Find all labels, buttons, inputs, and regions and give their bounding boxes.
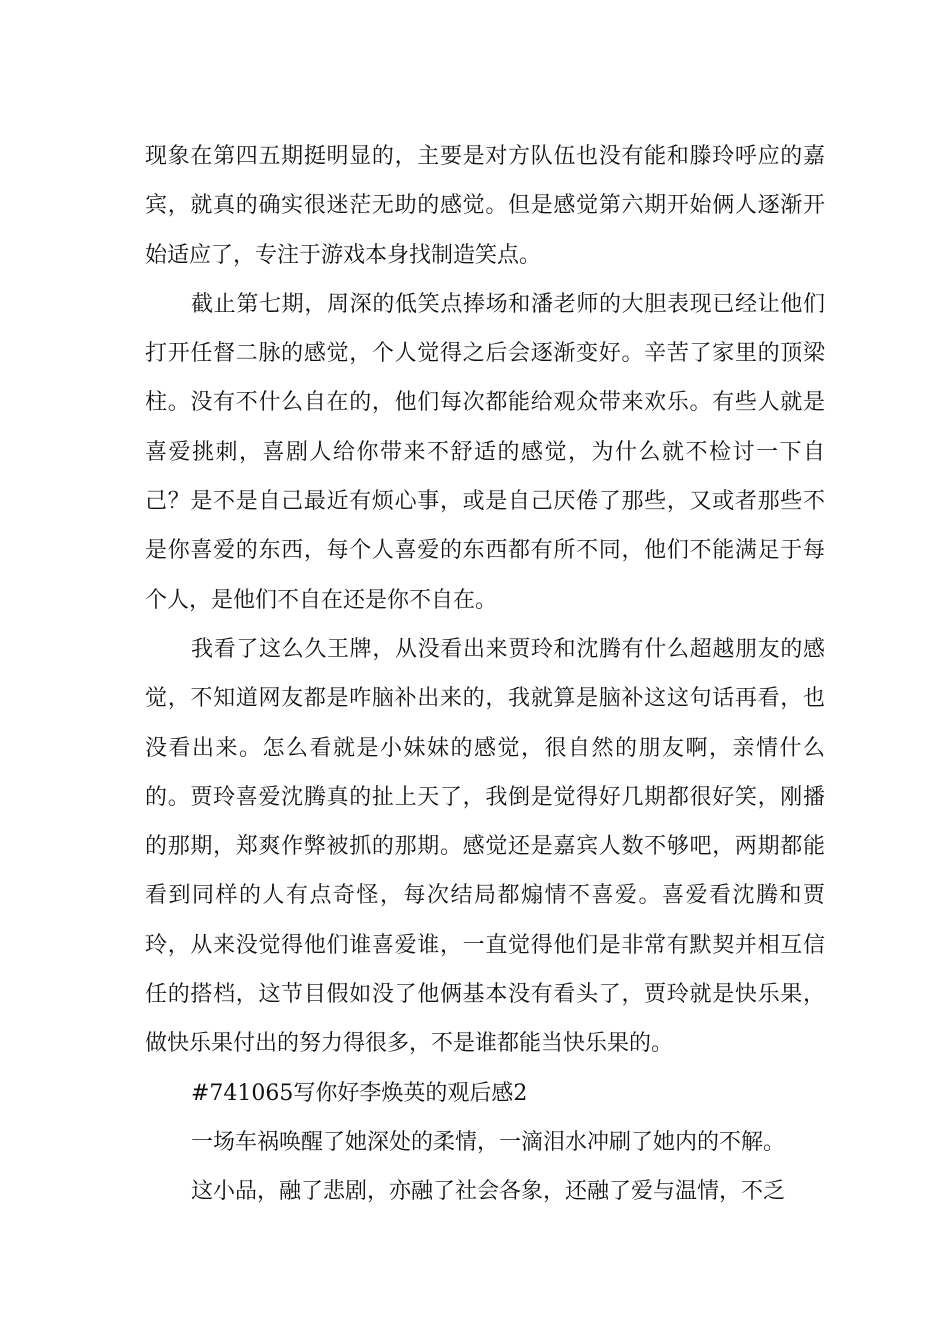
section-heading: #741065写你好李焕英的观后感2	[191, 1080, 528, 1106]
paragraph: 截止第七期，周深的低笑点捧场和潘老师的大胆表现已经让他们打开任督二脉的感觉，个人觉得之后会逐渐变好。辛苦了家里的顶梁柱。没有不什么自在的，他们每次都能给观众带来欢乐。有些人就是喜爱挑刺，喜剧人给你带来不舒适的感觉，为什么就不检讨一下自己？是不是自己最近有烦心事，或是自己厌倦了那些，又或者那些不是你喜爱的东西，每个人喜爱的东西都有所不同，他们不能满足于每个人，是他们不自在还是你不自在。	[145, 291, 825, 613]
paragraph: 我看了这么久王牌，从没看出来贾玲和沈腾有什么超越朋友的感觉，不知道网友都是咋脑补出来的，我就算是脑补这这句话再看，也没看出来。怎么看就是小妹妹的感觉，很自然的朋友啊，亲情什么的。贾玲喜爱沈腾真的扯上天了，我倒是觉得好几期都很好笑，刚播的那期，郑爽作弊被抓的那期。感觉还是嘉宾人数不够吧，两期都能看到同样的人有点奇怪，每次结局都煽情不喜爱。喜爱看沈腾和贾玲，从来没觉得他们谁喜爱谁，一直觉得他们是非常有默契并相互信任的搭档，这节目假如没了他俩基本没有看头了，贾玲就是快乐果，做快乐果付出的努力得很多，不是谁都能当快乐果的。	[145, 636, 825, 1057]
document-body	[145, 132, 825, 1217]
paragraph: 这小品，融了悲剧，亦融了社会各象，还融了爱与温情，不乏	[191, 1179, 786, 1205]
paragraph-continued: 现象在第四五期挺明显的，主要是对方队伍也没有能和滕玲呼应的嘉宾，就真的确实很迷茫无助的感觉。但是感觉第六期开始俩人逐渐开始适应了，专注于游戏本身找制造笑点。	[145, 144, 825, 268]
paragraph: 一场车祸唤醒了她深处的柔情，一滴泪水冲刷了她内的不解。	[191, 1129, 786, 1155]
